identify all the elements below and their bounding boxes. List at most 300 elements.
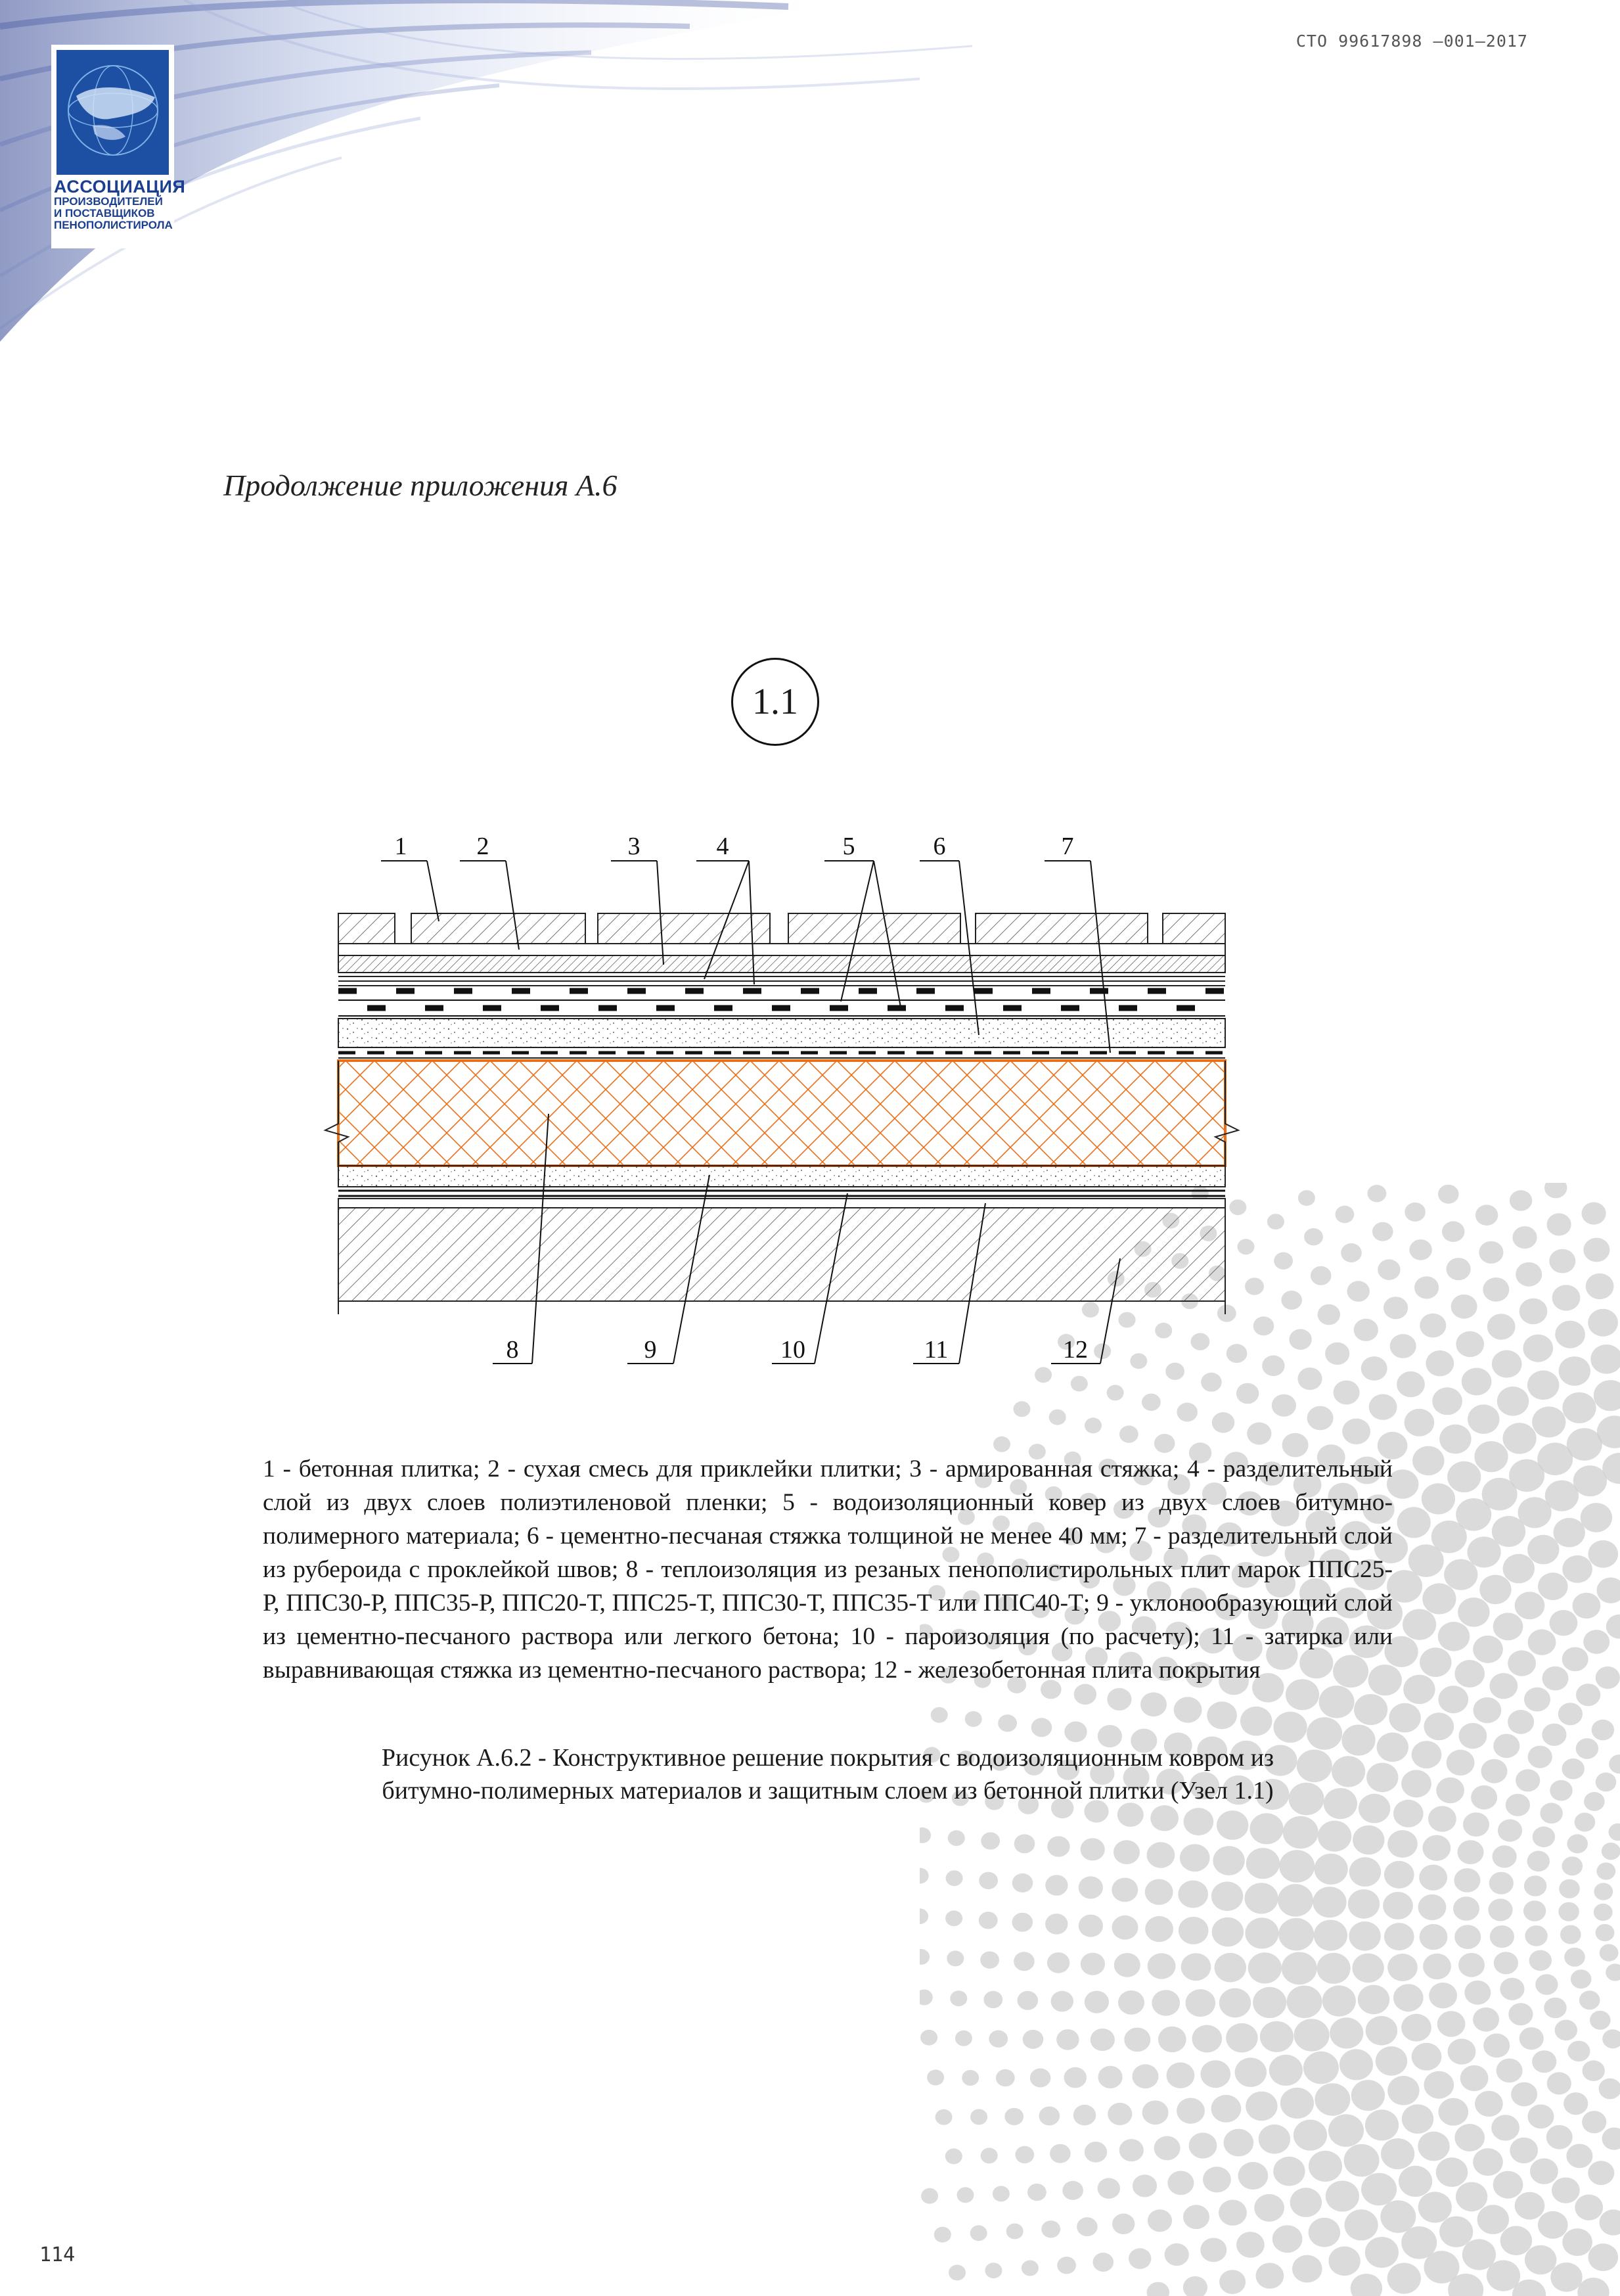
background-dot (1348, 1889, 1380, 1919)
background-dot (1530, 2159, 1558, 2184)
background-dot (1545, 1481, 1579, 1511)
background-dot (1112, 1916, 1138, 1940)
background-dot (1314, 1920, 1347, 1951)
background-dot (1582, 1202, 1606, 1224)
background-dot (1062, 2181, 1083, 2200)
background-dot (1562, 1856, 1583, 1875)
background-dot (1179, 1917, 1209, 1944)
background-dot (1481, 1759, 1508, 1783)
background-dot (1384, 1297, 1408, 1319)
background-dot (1318, 1821, 1351, 1852)
background-dot (1402, 2104, 1433, 2134)
background-dot (1523, 1335, 1554, 1362)
caption-line-2: битумно-полимерных материалов и защитным слоем из бетонной плитки (Узел 1.1) (382, 1777, 1274, 1804)
background-dot (1456, 2182, 1487, 2212)
background-dot (1272, 1394, 1296, 1417)
background-dot (1041, 2220, 1060, 2238)
background-dot (1403, 1675, 1435, 1705)
background-dot (962, 2070, 979, 2086)
background-dot (1281, 1291, 1302, 1310)
background-dot (1424, 1712, 1454, 1740)
background-dot (1483, 1277, 1509, 1302)
background-dot (1547, 1213, 1571, 1235)
background-dot (1124, 2028, 1150, 2052)
background-dot (1429, 1983, 1457, 2008)
background-dot (1219, 2200, 1247, 2226)
background-dot (1493, 1845, 1517, 1868)
background-dot (1142, 1394, 1161, 1411)
background-dot (1488, 1898, 1512, 1921)
background-dot (1609, 1755, 1620, 1774)
callout-6: 6 (933, 833, 946, 860)
background-dot (1496, 2059, 1523, 2083)
background-dot (1538, 1573, 1568, 1600)
background-dot (1311, 1266, 1332, 1285)
background-dot (1588, 2243, 1619, 2271)
background-dot (1590, 2011, 1611, 2030)
background-dot (1184, 1808, 1214, 1835)
background-dot (1213, 1846, 1244, 1875)
background-dot (1245, 1883, 1278, 1914)
background-dot (1183, 2276, 1207, 2296)
background-dot (1508, 2003, 1533, 2025)
background-dot (1527, 1371, 1559, 1400)
background-dot (1383, 1892, 1413, 1919)
background-dot (1532, 1406, 1565, 1437)
background-dot (1562, 1758, 1585, 1779)
background-dot (1468, 1404, 1499, 1434)
background-dot (1022, 2261, 1039, 2276)
background-dot (1354, 1319, 1378, 1341)
background-dot (1418, 2192, 1452, 2222)
background-dot (1422, 1835, 1451, 1861)
background-dot (921, 2188, 938, 2204)
background-dot (1519, 1298, 1548, 1324)
background-dot (1236, 2232, 1265, 2257)
background-dot (1238, 2162, 1269, 2190)
background-dot (1142, 2100, 1169, 2124)
background-dot (1439, 2098, 1469, 2126)
background-dot (1567, 2041, 1590, 2062)
background-dot (1555, 1321, 1585, 1348)
background-dot (1562, 1555, 1592, 1583)
background-dot (1393, 1800, 1424, 1827)
background-dot (1515, 2192, 1545, 2220)
background-dot (1477, 2205, 1509, 2234)
background-dot (1224, 2129, 1254, 2157)
background-dot (1558, 1703, 1583, 1725)
logo-line-2: ПРОИЗВОДИТЕЛЕЙ (54, 195, 163, 208)
background-dot (1516, 1262, 1542, 1287)
background-dot (1422, 1583, 1456, 1614)
background-dot (1500, 1978, 1524, 2000)
background-dot (1454, 1925, 1481, 1949)
background-dot (1246, 2092, 1277, 2121)
background-dot (1403, 1609, 1436, 1640)
leveling-screed-layer (338, 1199, 1225, 1208)
background-dot (1280, 2088, 1314, 2119)
background-dot (1119, 1425, 1138, 1442)
background-dot (1516, 1769, 1540, 1791)
background-dot (947, 1950, 964, 1966)
background-dot (1559, 1356, 1590, 1386)
background-dot (1294, 2120, 1327, 2151)
background-dot (1405, 1409, 1435, 1436)
background-dot (1345, 2209, 1378, 2240)
background-dot (927, 2070, 944, 2086)
background-dot (1583, 2060, 1605, 2081)
background-dot (1542, 1666, 1569, 1691)
background-dot (1023, 2030, 1044, 2049)
background-dot (1274, 1712, 1307, 1743)
background-dot (1479, 1575, 1511, 1605)
background-dot (965, 1711, 982, 1727)
background-dot (1566, 2144, 1592, 2169)
background-dot (1525, 2245, 1556, 2275)
background-dot (1012, 1873, 1033, 1893)
background-dot (1462, 1368, 1492, 1396)
background-dot (1294, 2019, 1330, 2052)
background-dot (1401, 2014, 1431, 2042)
background-dot (1500, 2226, 1532, 2255)
background-dot (1093, 2253, 1114, 2272)
background-dot (1154, 2136, 1181, 2161)
background-dot (1436, 1778, 1464, 1803)
background-dot (1177, 1403, 1198, 1422)
background-dot (1583, 1630, 1609, 1654)
callout-7: 7 (1061, 833, 1074, 860)
background-dot (1049, 1410, 1066, 1425)
background-dot (1064, 2067, 1087, 2088)
background-dot (1599, 2078, 1620, 2100)
background-dot (1586, 1274, 1614, 1299)
background-dot (945, 1910, 962, 1926)
background-dot (1292, 2255, 1322, 2283)
background-dot (1577, 2278, 1609, 2296)
document-code: СТО 99617898 –001–2017 (1295, 32, 1528, 51)
background-dot (1426, 1350, 1454, 1376)
background-dot (1418, 1894, 1447, 1920)
background-dot (1600, 2209, 1620, 2235)
background-dot (1528, 1629, 1556, 1655)
background-dot (1274, 1252, 1293, 1270)
background-dot (1412, 1741, 1442, 1768)
background-dot (1428, 1806, 1456, 1831)
background-dot (1215, 1953, 1246, 1983)
background-dot (1064, 1722, 1087, 1743)
callout-11: 11 (924, 1336, 949, 1364)
background-dot (1524, 1688, 1550, 1712)
background-dot (1133, 2174, 1157, 2197)
background-dot (1573, 1465, 1607, 1496)
background-dot (1247, 1422, 1271, 1444)
reinforced-screed-layer (338, 955, 1225, 973)
background-dot (1473, 1636, 1503, 1663)
background-dot (1353, 1825, 1384, 1855)
background-dot (920, 2030, 937, 2046)
background-dot (1031, 1718, 1052, 1737)
background-dot (934, 2227, 951, 2243)
background-dot (1483, 2034, 1510, 2058)
background-dot (1336, 1206, 1355, 1223)
background-dot (1309, 2151, 1342, 2182)
cement-screed-layer (338, 1019, 1225, 1047)
background-dot (1412, 1446, 1444, 1476)
background-dot (1298, 1190, 1315, 1206)
background-dot (1307, 1406, 1334, 1431)
background-dot (1119, 2139, 1144, 2161)
background-dot (1014, 1401, 1031, 1417)
background-dot (1158, 2027, 1186, 2052)
background-dot (1279, 1850, 1315, 1883)
background-dot (1609, 1824, 1620, 1841)
background-dot (1352, 1954, 1384, 1983)
background-dot (1528, 1746, 1552, 1768)
background-dot (1253, 1987, 1286, 2018)
background-dot (1147, 1842, 1175, 1868)
background-dot (1339, 2049, 1373, 2080)
background-dot (1150, 1805, 1179, 1831)
background-dot (1397, 1507, 1431, 1538)
background-dot (1260, 2021, 1294, 2052)
background-dot (1560, 1925, 1581, 1944)
background-dot (946, 1870, 963, 1886)
background-dot (1567, 1834, 1588, 1853)
background-dot (1259, 2124, 1290, 2154)
background-dot (1380, 2200, 1416, 2233)
background-dot (1420, 1647, 1451, 1677)
background-dot (985, 2262, 1002, 2278)
background-dot (1454, 1868, 1480, 1893)
background-dot (1479, 1241, 1503, 1264)
background-dot (1378, 1259, 1400, 1280)
background-dot (1165, 2243, 1189, 2266)
background-dot (1510, 1190, 1532, 1211)
background-dot (1573, 1593, 1601, 1619)
background-dot (980, 1952, 999, 1969)
background-dot (1322, 1985, 1356, 2016)
callout-2: 2 (476, 833, 489, 860)
background-dot (1576, 1684, 1600, 1706)
background-dot (1186, 1989, 1216, 2017)
background-dot (1458, 1953, 1485, 1977)
background-dot (1212, 1412, 1234, 1433)
background-dot (1489, 1673, 1518, 1699)
background-dot (1304, 1228, 1323, 1245)
background-dot (1579, 1990, 1600, 2009)
background-dot (920, 1827, 931, 1843)
background-dot (1399, 2166, 1432, 2197)
background-dot (1606, 1615, 1620, 1639)
background-dot (1309, 2218, 1340, 2247)
background-dot (1515, 1592, 1545, 1619)
background-dot (1085, 1417, 1102, 1433)
background-dot (1594, 1883, 1613, 1900)
polyethylene-layer (338, 976, 1225, 986)
background-dot (1422, 1483, 1455, 1514)
background-dot (1145, 1916, 1173, 1942)
background-dot (1554, 1518, 1585, 1548)
adhesive-layer (338, 944, 1225, 955)
background-dot (1272, 2225, 1303, 2253)
background-dot (1562, 2228, 1592, 2256)
background-dot (1358, 1985, 1389, 2015)
background-dot (993, 1436, 1010, 1452)
background-dot (993, 2186, 1010, 2201)
background-dot (1278, 1884, 1313, 1917)
background-dot (1334, 1381, 1360, 1405)
background-dot (1107, 1688, 1131, 1711)
background-dot (1273, 2157, 1305, 2186)
background-dot (1249, 1813, 1283, 1844)
background-dot (1365, 2237, 1399, 2268)
background-dot (1519, 2027, 1544, 2050)
slope-layer (338, 1166, 1225, 1187)
background-dot (1584, 1792, 1605, 1811)
background-dot (945, 2148, 962, 2164)
background-dot (1564, 1948, 1585, 1967)
logo-line-4: ПЕНОПОЛИСТИРОЛА (54, 219, 173, 232)
background-dot (1454, 2124, 1485, 2151)
background-dot (1538, 2211, 1568, 2239)
background-dot (1473, 2148, 1503, 2176)
background-dot (1464, 1981, 1491, 2005)
background-dot (1330, 2017, 1363, 2048)
background-dot (1559, 1879, 1580, 1898)
background-dot (1267, 1214, 1284, 1229)
background-dot (1582, 2111, 1606, 2133)
background-dot (1558, 1902, 1579, 1921)
background-dot (1387, 2076, 1419, 2105)
background-dot (1178, 1881, 1208, 1908)
background-dot (1524, 1875, 1546, 1896)
background-dot (1583, 1238, 1609, 1262)
background-dot (1315, 1854, 1348, 1885)
background-dot (1602, 2029, 1620, 2048)
background-dot (1313, 1887, 1346, 1917)
background-dot (1114, 1840, 1140, 1864)
background-dot (1510, 2138, 1538, 2163)
background-dot (989, 2031, 1008, 2048)
background-dot (1283, 1816, 1318, 1849)
background-dot (1328, 2114, 1364, 2147)
background-dot (979, 1912, 998, 1929)
background-dot (920, 1949, 930, 1965)
figure-caption (263, 1741, 1393, 1807)
background-dot (1342, 1419, 1370, 1444)
background-dot (1262, 1356, 1284, 1377)
background-dot (979, 1872, 998, 1889)
callout-12: 12 (1063, 1336, 1088, 1364)
background-dot (955, 2031, 972, 2046)
background-dot (1442, 1221, 1464, 1242)
background-dot (1432, 1387, 1462, 1415)
background-dot (1145, 1879, 1173, 1905)
background-dot (1351, 2080, 1385, 2111)
background-dot (1493, 2171, 1523, 2199)
background-dot (1369, 1394, 1397, 1420)
background-dot (935, 2109, 953, 2125)
callout-10: 10 (780, 1336, 805, 1364)
background-dot (1438, 1622, 1470, 1651)
background-dot (1390, 1334, 1416, 1358)
background-dot (1528, 2105, 1554, 2129)
background-dot (1497, 1387, 1529, 1416)
background-dot (981, 2147, 998, 2163)
background-dot (1056, 2029, 1079, 2050)
background-dot (950, 1990, 967, 2006)
background-dot (1547, 2072, 1571, 2094)
background-dot (1039, 2107, 1060, 2126)
background-dot (1318, 1304, 1340, 1325)
globe-icon (56, 50, 169, 175)
callout-5: 5 (842, 833, 855, 860)
background-dot (1562, 1647, 1588, 1672)
background-dot (1240, 1707, 1272, 1736)
background-dot (1590, 1344, 1620, 1374)
background-dot (1523, 1900, 1546, 1921)
insulation-layer (338, 1061, 1225, 1166)
background-dot (1328, 2247, 1360, 2276)
background-dot (1550, 2262, 1582, 2292)
background-dot (1148, 1953, 1176, 1979)
background-dot (1211, 2095, 1242, 2123)
background-dot (1540, 1803, 1562, 1824)
background-dot (1269, 2055, 1303, 2086)
background-dot (1596, 1862, 1615, 1879)
background-dot (1508, 1650, 1536, 1676)
background-dot (1351, 2274, 1382, 2296)
background-dot (1419, 1865, 1447, 1891)
background-dot (1226, 2023, 1257, 2053)
background-dot (1508, 1710, 1534, 1734)
background-dot (1397, 1371, 1425, 1397)
background-dot (1326, 2181, 1359, 2212)
background-dot (1456, 1331, 1484, 1357)
background-dot (1098, 2066, 1123, 2088)
background-dot (1177, 2098, 1205, 2124)
background-dot (1552, 2178, 1580, 2203)
background-dot (983, 1991, 1002, 2008)
background-dot (1448, 2038, 1476, 2064)
background-dot (1282, 1952, 1317, 1985)
background-dot (1414, 1276, 1439, 1298)
background-dot (1051, 1991, 1073, 2012)
background-dot (1254, 2194, 1284, 2222)
background-dot (1217, 1810, 1248, 1840)
tile-layer (338, 913, 1225, 944)
background-dot (1588, 1309, 1618, 1337)
background-dot (1542, 1724, 1566, 1746)
background-dot (1114, 1953, 1140, 1977)
background-dot (1447, 1750, 1475, 1776)
background-dot (1203, 2167, 1231, 2192)
background-dot (1567, 1428, 1602, 1461)
background-dot (1183, 2205, 1209, 2229)
background-dot (1503, 1423, 1537, 1454)
background-dot (1498, 1820, 1522, 1842)
background-dot (1387, 1830, 1418, 1858)
background-dot (1347, 1281, 1370, 1302)
background-dot (1602, 1843, 1620, 1860)
background-dot (1384, 1923, 1414, 1950)
background-dot (1091, 2029, 1115, 2051)
page-subtitle: Продолжение приложения А.6 (223, 469, 618, 502)
background-dot (1174, 1697, 1202, 1722)
background-dot (1474, 1441, 1508, 1472)
background-dot (1167, 2171, 1194, 2195)
background-dot (1372, 1222, 1393, 1241)
